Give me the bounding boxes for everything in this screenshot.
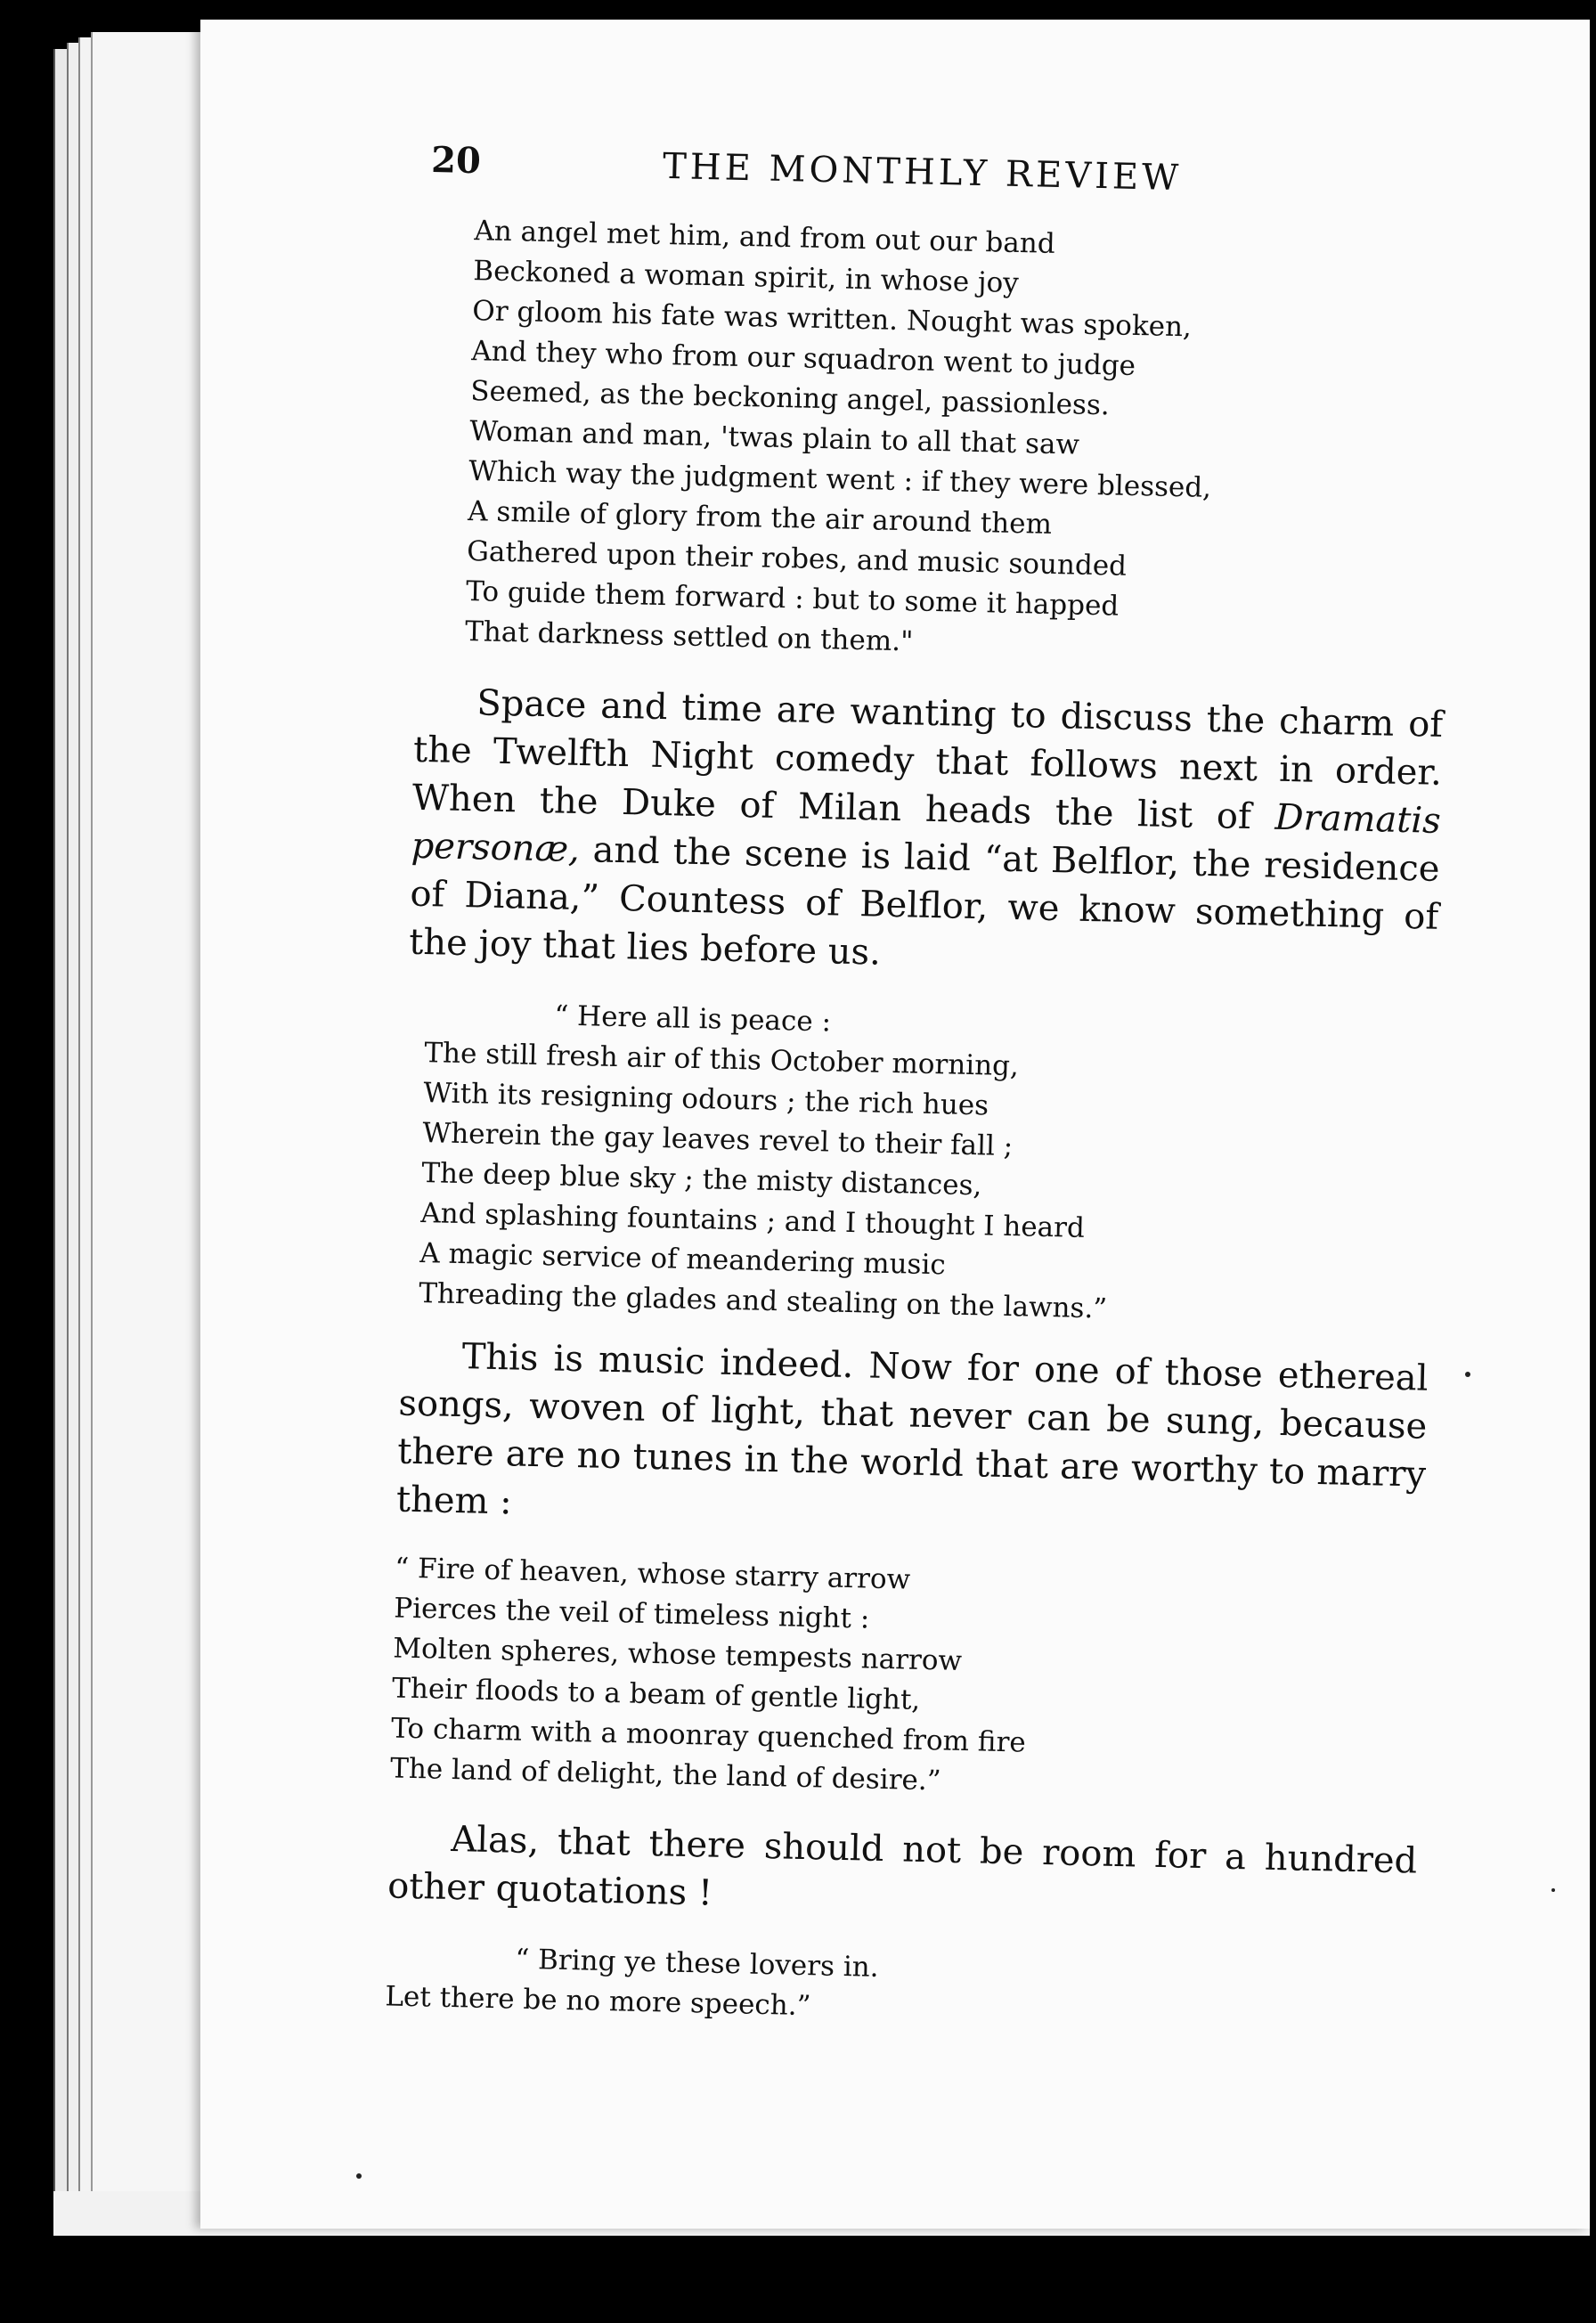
verse-line: “ Fire of heaven, whose starry arrow: [394, 1552, 911, 1596]
body-paragraph: This is music indeed. Now for one of those ethereal songs, woven of light, that never can be sung, because there are no tunes in the world that are worthy to marry them :: [395, 1336, 1429, 1523]
verse-line: Which way the judgment went : if they were blessed,: [468, 455, 1212, 504]
verse-line: Let there be no more speech.”: [385, 1980, 811, 2023]
paragraph-text: Space and time are wanting to discuss the charm of the Twelfth Night comedy that follows next in order. When the Duke of Milan heads the list of: [411, 682, 1444, 838]
verse-line: The still fresh air of this October morning,: [424, 1037, 1020, 1083]
verse-line: Seemed, as the beckoning angel, passionless.: [469, 375, 1111, 422]
verse-line: That darkness settled on them.": [464, 615, 914, 658]
body-paragraph: [409, 678, 1444, 990]
verse-line: With its resigning odours ; the rich hues: [423, 1077, 989, 1122]
verse-line: A smile of glory from the air around them: [467, 495, 1053, 541]
verse-line: And splashing fountains ; and I thought I heard: [419, 1197, 1086, 1244]
dust-speck: [356, 2173, 362, 2179]
verse-line: Wherein the gay leaves revel to their fall ;: [422, 1117, 1014, 1163]
body-paragraph: Alas, that there should not be room for a hundred other quotations !: [387, 1819, 1418, 1914]
verse-line: Pierces the veil of timeless night :: [393, 1592, 870, 1635]
dust-speck: [1465, 1372, 1470, 1377]
verse-quotation-3: [390, 1548, 1437, 1812]
running-title: THE MONTHLY REVIEW: [662, 145, 1183, 200]
verse-line: Or gloom his fate was written. Nought was spoken,: [471, 295, 1193, 344]
verse-line: Beckoned a woman spirit, in whose joy: [473, 255, 1020, 300]
verse-line: The deep blue sky ; the misty distances,: [421, 1157, 982, 1202]
italic-term: Dramatis personæ,: [411, 796, 1442, 870]
verse-line: And they who from our squadron went to judge: [470, 335, 1136, 383]
verse-line: To charm with a moonray quenched from fire: [390, 1712, 1027, 1759]
page-content: [349, 129, 1470, 2041]
verse-line: “ Here all is peace :: [554, 999, 832, 1039]
page-number: 20: [430, 139, 482, 183]
verse-quotation-2: [419, 993, 1450, 1337]
verse-line: Threading the glades and stealing on the lawns.”: [418, 1277, 1108, 1325]
verse-line: Molten spheres, whose tempests narrow: [392, 1632, 963, 1677]
verse-line: A magic service of meandering music: [419, 1237, 947, 1282]
verse-line: Their floods to a beam of gentle light,: [391, 1672, 921, 1716]
verse-quotation-1: [465, 211, 1468, 674]
verse-line: Woman and man, 'twas plain to all that saw: [468, 415, 1080, 461]
verse-line: Gathered upon their robes, and music sounded: [466, 535, 1128, 583]
verse-line: To guide them forward : but to some it happed: [465, 575, 1120, 623]
verse-line: “ Bring ye these lovers in.: [515, 1943, 879, 1984]
verse-line: An angel met him, and from out our band: [474, 215, 1056, 260]
paragraph-text: and the scene is laid “at Belflor, the residence of Diana,” Countess of Belflor, we know something of the joy that lies before us.: [408, 828, 1440, 974]
dust-speck: [1551, 1888, 1555, 1892]
verse-line: The land of delight, the land of desire.”: [389, 1752, 941, 1797]
